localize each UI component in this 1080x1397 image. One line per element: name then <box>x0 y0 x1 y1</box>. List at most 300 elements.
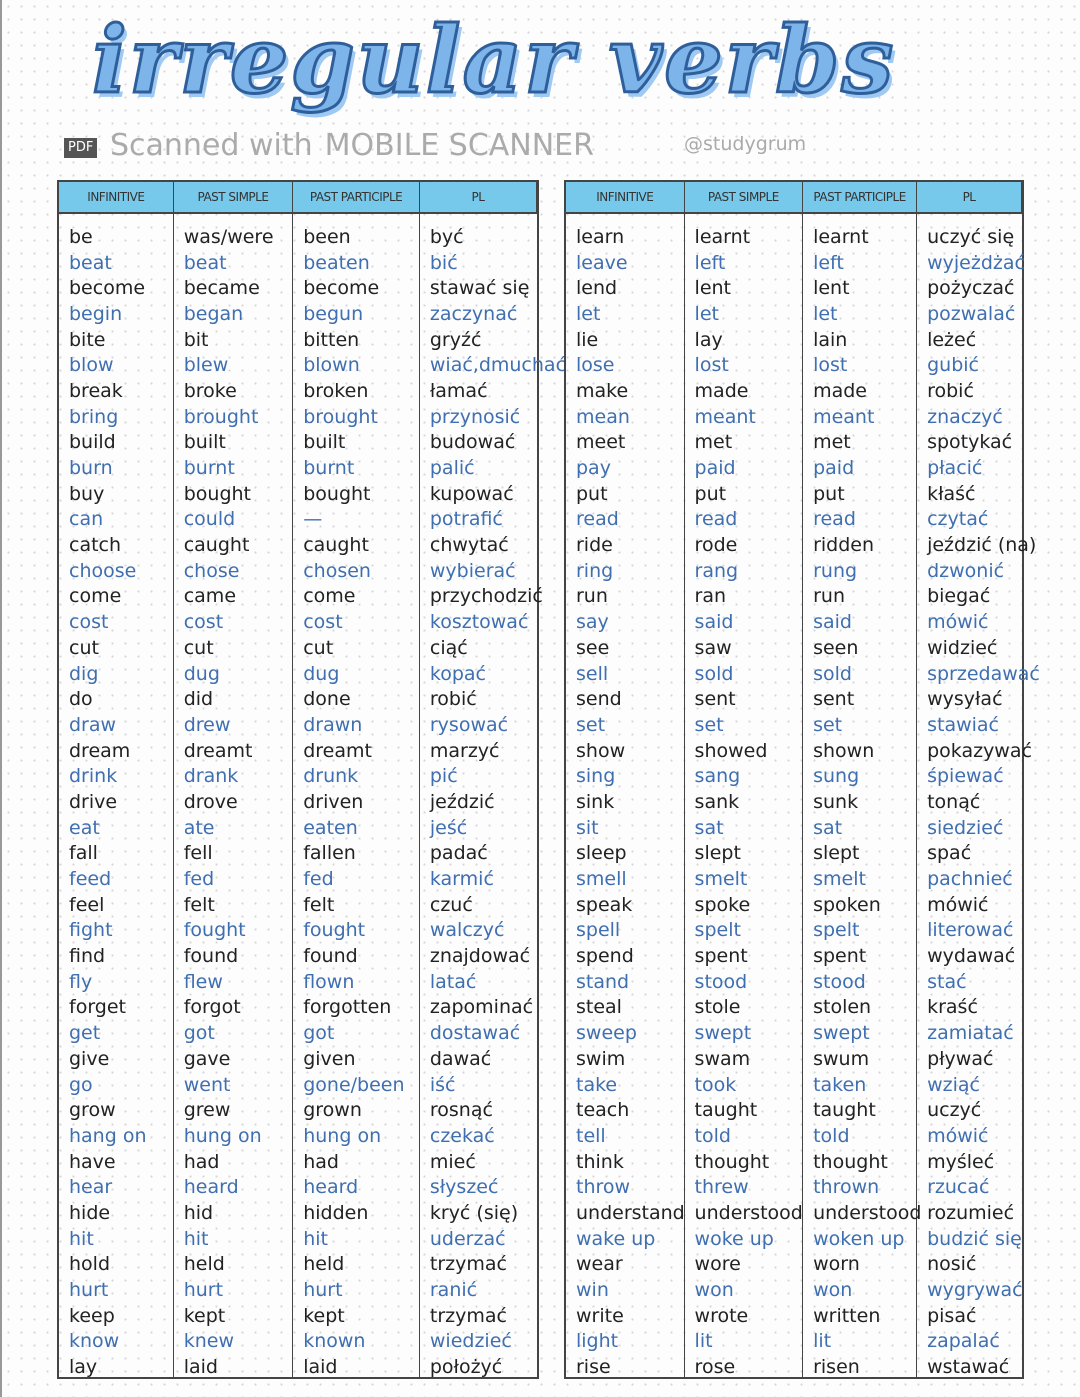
infinitive-cell: stand <box>576 970 630 993</box>
pl-cell: latać <box>429 970 477 993</box>
past-participle-cell: sent <box>813 688 855 711</box>
pl-cell: trzymać <box>429 1253 507 1276</box>
past-simple-cell: spent <box>694 945 748 968</box>
past-participle-cell: forgotten <box>303 996 392 1019</box>
table-row <box>566 558 1022 584</box>
past-participle-cell: had <box>303 1150 339 1173</box>
past-participle-cell: lent <box>813 277 850 300</box>
past-participle-cell: let <box>813 302 838 325</box>
header-past-participle: PAST PARTICIPLE <box>803 182 917 212</box>
past-participle-cell: built <box>303 431 346 454</box>
infinitive-cell: send <box>576 688 622 711</box>
past-simple-cell: threw <box>694 1176 749 1199</box>
infinitive-cell: hide <box>69 1201 111 1224</box>
table-row <box>566 866 1022 892</box>
table-row <box>566 686 1022 712</box>
infinitive-cell: dig <box>69 662 99 685</box>
past-participle-cell: got <box>303 1022 335 1045</box>
past-simple-cell: went <box>183 1073 231 1096</box>
past-simple-cell: sank <box>694 790 740 813</box>
past-participle-cell: thought <box>813 1150 888 1173</box>
table-row <box>566 352 1022 378</box>
pl-cell: iść <box>429 1073 456 1096</box>
infinitive-cell: drive <box>69 790 118 813</box>
table-row <box>566 1020 1022 1046</box>
table-row <box>59 1123 537 1149</box>
pl-cell: kupować <box>429 482 514 505</box>
pl-cell: wygrywać <box>927 1279 1023 1302</box>
pl-cell: rosnąć <box>429 1099 493 1122</box>
table-row <box>566 481 1022 507</box>
table-row <box>566 1354 1022 1380</box>
past-participle-cell: told <box>813 1124 850 1147</box>
pl-cell: bić <box>429 251 458 274</box>
past-simple-cell: had <box>183 1150 220 1173</box>
past-participle-cell: lost <box>813 354 848 377</box>
infinitive-cell: pay <box>576 457 611 480</box>
pl-cell: sprzedawać <box>927 662 1040 685</box>
scanner-watermark <box>110 128 594 164</box>
table-row <box>566 943 1022 969</box>
past-participle-cell: gone/been <box>303 1073 405 1096</box>
table-row <box>566 1149 1022 1175</box>
past-simple-cell: ate <box>183 816 215 839</box>
pl-cell: kraść <box>927 996 978 1019</box>
table-row <box>566 1277 1022 1303</box>
pl-cell: wiedzieć <box>429 1330 512 1353</box>
table-row <box>59 507 537 533</box>
infinitive-cell: see <box>576 636 610 659</box>
past-participle-cell: kept <box>303 1304 345 1327</box>
infinitive-cell: swim <box>576 1047 626 1070</box>
past-participle-cell: met <box>813 431 851 454</box>
past-participle-cell: cost <box>303 611 343 634</box>
table-row <box>59 763 537 789</box>
infinitive-cell: blow <box>69 354 114 377</box>
pl-cell: ranić <box>429 1279 478 1302</box>
infinitive-cell: become <box>69 277 146 300</box>
header-infinitive: INFINITIVE <box>59 182 174 212</box>
past-participle-cell: hit <box>303 1227 328 1250</box>
infinitive-cell: hit <box>69 1227 94 1250</box>
table-row <box>59 738 537 764</box>
pl-cell: pachnieć <box>927 868 1013 891</box>
table-row <box>566 661 1040 687</box>
past-simple-cell: showed <box>694 739 768 762</box>
pl-cell: spać <box>927 842 972 865</box>
past-participle-cell: brought <box>303 405 378 428</box>
pl-cell: robić <box>927 379 974 402</box>
table-row <box>566 1097 1022 1123</box>
pl-cell: uczyć <box>927 1099 982 1122</box>
infinitive-cell: spell <box>576 919 621 942</box>
infinitive-cell: ring <box>576 559 614 582</box>
past-participle-cell: driven <box>303 790 364 813</box>
past-participle-cell: blown <box>303 354 360 377</box>
past-simple-cell: chose <box>183 559 240 582</box>
past-participle-cell: dreamt <box>303 739 372 762</box>
past-simple-cell: dug <box>183 662 220 685</box>
pl-cell: pić <box>429 765 458 788</box>
past-participle-cell: hung on <box>303 1124 382 1147</box>
past-simple-cell: read <box>694 508 738 531</box>
table-row <box>566 635 1022 661</box>
table-row <box>59 943 537 969</box>
past-participle-cell: burnt <box>303 457 355 480</box>
past-simple-cell: could <box>183 508 236 531</box>
pl-cell: rzucać <box>927 1176 990 1199</box>
past-participle-cell: found <box>303 945 358 968</box>
infinitive-cell: lay <box>69 1356 98 1379</box>
past-participle-cell: taught <box>813 1099 876 1122</box>
table-row <box>59 301 537 327</box>
infinitive-cell: build <box>69 431 116 454</box>
infinitive-cell: spend <box>576 945 634 968</box>
infinitive-cell: sing <box>576 765 616 788</box>
past-simple-cell: came <box>183 585 237 608</box>
table-row <box>59 275 537 301</box>
pl-cell: leżeć <box>927 328 977 351</box>
table-row <box>566 918 1022 944</box>
pl-cell: wysyłać <box>927 688 1003 711</box>
table-row <box>59 224 537 250</box>
pl-cell: pożyczać <box>927 277 1015 300</box>
past-participle-cell: thrown <box>813 1176 880 1199</box>
infinitive-cell: go <box>69 1073 93 1096</box>
pl-cell: zamiatać <box>927 1022 1014 1045</box>
infinitive-cell: tell <box>576 1124 606 1147</box>
table-row <box>59 455 537 481</box>
past-simple-cell: smelt <box>694 868 748 891</box>
past-participle-cell: broken <box>303 379 369 402</box>
past-simple-cell: heard <box>183 1176 239 1199</box>
past-participle-cell: smelt <box>813 868 866 891</box>
past-simple-cell: did <box>183 688 214 711</box>
past-simple-cell: stole <box>694 996 741 1019</box>
past-simple-cell: swam <box>694 1047 751 1070</box>
pl-cell: nosić <box>927 1253 977 1276</box>
pl-cell: uderzać <box>429 1227 506 1250</box>
pl-cell: zaczynać <box>429 302 518 325</box>
table-row <box>566 712 1022 738</box>
past-participle-cell: seen <box>813 636 859 659</box>
pl-cell: zapalać <box>927 1330 1000 1353</box>
past-participle-cell: drawn <box>303 713 363 736</box>
past-participle-cell: put <box>813 482 845 505</box>
pl-cell: gryźć <box>429 328 482 351</box>
table-row <box>59 892 537 918</box>
table-row <box>566 1252 1022 1278</box>
table-row <box>59 378 537 404</box>
pl-cell: czytać <box>927 508 989 531</box>
past-simple-cell: burnt <box>183 457 235 480</box>
past-simple-cell: took <box>694 1073 737 1096</box>
table-row <box>59 352 567 378</box>
table-row <box>59 789 537 815</box>
infinitive-cell: catch <box>69 534 122 557</box>
past-simple-cell: wrote <box>694 1304 749 1327</box>
table-row <box>59 1329 537 1355</box>
pl-cell: dzwonić <box>927 559 1005 582</box>
infinitive-cell: cut <box>69 636 99 659</box>
header-past-simple: PAST SIMPLE <box>685 182 804 212</box>
pl-cell: budować <box>429 431 516 454</box>
past-participle-cell: shown <box>813 739 875 762</box>
pl-cell: mówić <box>927 611 989 634</box>
infinitive-cell: lie <box>576 328 599 351</box>
past-participle-cell: caught <box>303 534 369 557</box>
past-simple-cell: lost <box>694 354 729 377</box>
past-participle-cell: said <box>813 611 852 634</box>
past-participle-cell: fallen <box>303 842 356 865</box>
past-participle-cell: swum <box>813 1047 870 1070</box>
pl-cell: słyszeć <box>429 1176 499 1199</box>
infinitive-cell: find <box>69 945 106 968</box>
past-participle-cell: learnt <box>813 225 869 248</box>
past-simple-cell: hid <box>183 1201 214 1224</box>
past-simple-cell: rang <box>694 559 739 582</box>
table-row <box>566 969 1022 995</box>
past-participle-cell: risen <box>813 1356 860 1379</box>
pl-cell: czuć <box>429 893 473 916</box>
past-simple-cell: sold <box>694 662 734 685</box>
past-participle-cell: dug <box>303 662 340 685</box>
infinitive-cell: have <box>69 1150 116 1173</box>
past-simple-cell: won <box>694 1279 734 1302</box>
infinitive-cell: drink <box>69 765 118 788</box>
past-simple-cell: thought <box>694 1150 770 1173</box>
infinitive-cell: come <box>69 585 122 608</box>
pl-cell: uczyć się <box>927 225 1015 248</box>
pl-cell: wstawać <box>927 1356 1010 1379</box>
past-participle-cell: beaten <box>303 251 370 274</box>
past-simple-cell: beat <box>183 251 227 274</box>
table-row <box>566 609 1022 635</box>
infinitive-cell: grow <box>69 1099 116 1122</box>
past-participle-cell: become <box>303 277 380 300</box>
past-participle-cell: sunk <box>813 790 859 813</box>
infinitive-cell: ride <box>576 534 613 557</box>
pl-cell: mówić <box>927 1124 989 1147</box>
table-row <box>566 224 1022 250</box>
table-row <box>59 1174 537 1200</box>
pl-cell: zapominać <box>429 996 534 1019</box>
past-simple-cell: swept <box>694 1022 752 1045</box>
table-row <box>59 1200 537 1226</box>
pl-cell: padać <box>429 842 488 865</box>
table-row <box>59 1252 537 1278</box>
pl-cell: śpiewać <box>927 765 1004 788</box>
past-simple-cell: sat <box>694 816 724 839</box>
table-row <box>566 404 1022 430</box>
infinitive-cell: sweep <box>576 1022 637 1045</box>
past-participle-cell: cut <box>303 636 334 659</box>
past-simple-cell: dreamt <box>183 739 253 762</box>
infinitive-cell: dream <box>69 739 131 762</box>
watermark-line2: MOBILE SCANNER <box>324 128 594 163</box>
past-simple-cell: left <box>694 251 726 274</box>
infinitive-cell: light <box>576 1330 619 1353</box>
past-participle-cell: taken <box>813 1073 867 1096</box>
past-participle-cell: bitten <box>303 328 360 351</box>
pl-cell: jeść <box>429 816 468 839</box>
pl-cell: wyjeżdżać <box>927 251 1025 274</box>
table-row <box>59 481 537 507</box>
pl-cell: budzić się <box>927 1227 1022 1250</box>
past-participle-cell: eaten <box>303 816 358 839</box>
past-participle-cell: sat <box>813 816 843 839</box>
past-simple-cell: held <box>183 1253 225 1276</box>
past-participle-cell: meant <box>813 405 875 428</box>
infinitive-cell: get <box>69 1022 101 1045</box>
infinitive-cell: give <box>69 1047 110 1070</box>
past-participle-cell: spelt <box>813 919 860 942</box>
past-simple-cell: forgot <box>183 996 241 1019</box>
table-row <box>59 1020 537 1046</box>
pdf-icon: PDF <box>64 138 97 158</box>
table-row <box>566 532 1037 558</box>
infinitive-cell: eat <box>69 816 100 839</box>
infinitive-cell: cost <box>69 611 109 634</box>
infinitive-cell: feed <box>69 868 112 891</box>
pl-cell: rysować <box>429 713 509 736</box>
past-participle-cell: lit <box>813 1330 832 1353</box>
past-participle-cell: slept <box>813 842 860 865</box>
infinitive-cell: draw <box>69 713 117 736</box>
infinitive-cell: let <box>576 302 601 325</box>
past-participle-cell: stood <box>813 970 866 993</box>
past-participle-cell: heard <box>303 1176 359 1199</box>
past-participle-cell: understood <box>813 1201 922 1224</box>
table-row <box>59 866 537 892</box>
infinitive-cell: smell <box>576 868 627 891</box>
pl-cell: trzymać <box>429 1304 507 1327</box>
table-row <box>59 327 537 353</box>
past-simple-cell: bit <box>183 328 209 351</box>
table-row <box>566 1046 1022 1072</box>
pl-cell: tonąć <box>927 790 981 813</box>
past-simple-cell: spoke <box>694 893 751 916</box>
page-title: irregular verbs <box>92 6 896 114</box>
past-participle-cell: worn <box>813 1253 860 1276</box>
past-participle-cell: chosen <box>303 559 371 582</box>
past-simple-cell: bought <box>183 482 251 505</box>
past-simple-cell: said <box>694 611 734 634</box>
past-simple-cell: fought <box>183 919 246 942</box>
infinitive-cell: sell <box>576 662 609 685</box>
past-simple-cell: flew <box>183 970 223 993</box>
pl-cell: karmić <box>429 868 494 891</box>
infinitive-cell: fly <box>69 970 93 993</box>
header-infinitive: INFINITIVE <box>566 182 685 212</box>
infinitive-cell: learn <box>576 225 625 248</box>
pl-cell: pokazywać <box>927 739 1032 762</box>
pl-cell: biegać <box>927 585 991 608</box>
pl-cell: spotykać <box>927 431 1013 454</box>
table-header <box>59 182 537 214</box>
past-simple-cell: was/were <box>183 225 274 248</box>
past-participle-cell: laid <box>303 1356 338 1379</box>
table-row <box>59 841 537 867</box>
table-row <box>59 1072 537 1098</box>
past-participle-cell: felt <box>303 893 335 916</box>
infinitive-cell: leave <box>576 251 628 274</box>
table-row <box>59 918 537 944</box>
infinitive-cell: lend <box>576 277 618 300</box>
table-header <box>566 182 1022 214</box>
past-participle-cell: sold <box>813 662 852 685</box>
pl-cell: położyć <box>429 1356 503 1379</box>
past-participle-cell: flown <box>303 970 355 993</box>
table-row <box>566 995 1022 1021</box>
table-row <box>566 789 1022 815</box>
infinitive-cell: forget <box>69 996 126 1019</box>
infinitive-cell: can <box>69 508 104 531</box>
past-participle-cell: stolen <box>813 996 872 1019</box>
infinitive-cell: put <box>576 482 608 505</box>
table-row <box>59 686 537 712</box>
past-participle-cell: spoken <box>813 893 881 916</box>
past-simple-cell: rose <box>694 1356 736 1379</box>
table-row <box>59 969 537 995</box>
infinitive-cell: break <box>69 379 123 402</box>
past-participle-cell: lain <box>813 328 848 351</box>
pl-cell: pływać <box>927 1047 994 1070</box>
table-row <box>566 327 1022 353</box>
table-row <box>566 1329 1022 1355</box>
pl-cell: stać <box>927 970 967 993</box>
table-row <box>566 275 1022 301</box>
table-row <box>566 763 1022 789</box>
table-row <box>566 250 1025 276</box>
infinitive-cell: burn <box>69 457 113 480</box>
table-row <box>59 815 537 841</box>
table-row <box>566 584 1022 610</box>
table-row <box>566 430 1022 456</box>
pl-cell: wybierać <box>429 559 516 582</box>
infinitive-cell: feel <box>69 893 105 916</box>
pl-cell: płacić <box>927 457 983 480</box>
past-simple-cell: found <box>183 945 239 968</box>
past-simple-cell: lent <box>694 277 732 300</box>
pl-cell: literować <box>927 919 1014 942</box>
pl-cell: potrafić <box>429 508 503 531</box>
past-participle-cell: fed <box>303 868 334 891</box>
table-row <box>566 815 1022 841</box>
infinitive-cell: be <box>69 225 93 248</box>
table-row <box>59 1097 537 1123</box>
past-simple-cell: broke <box>183 379 237 402</box>
table-row <box>566 378 1022 404</box>
infinitive-cell: hold <box>69 1253 111 1276</box>
past-simple-cell: hit <box>183 1227 209 1250</box>
past-participle-cell: given <box>303 1047 356 1070</box>
infinitive-cell: sit <box>576 816 599 839</box>
past-simple-cell: built <box>183 431 226 454</box>
infinitive-cell: choose <box>69 559 137 582</box>
past-simple-cell: sent <box>694 688 736 711</box>
pl-cell: być <box>429 225 464 248</box>
past-simple-cell: met <box>694 431 733 454</box>
table-row <box>566 1072 1022 1098</box>
infinitive-cell: mean <box>576 405 630 428</box>
past-simple-cell: hung on <box>183 1124 262 1147</box>
pl-cell: wziąć <box>927 1073 980 1096</box>
past-simple-cell: laid <box>183 1356 218 1379</box>
infinitive-cell: wake up <box>576 1227 656 1250</box>
table-row <box>566 455 1022 481</box>
pl-cell: przychodzić <box>429 585 543 608</box>
